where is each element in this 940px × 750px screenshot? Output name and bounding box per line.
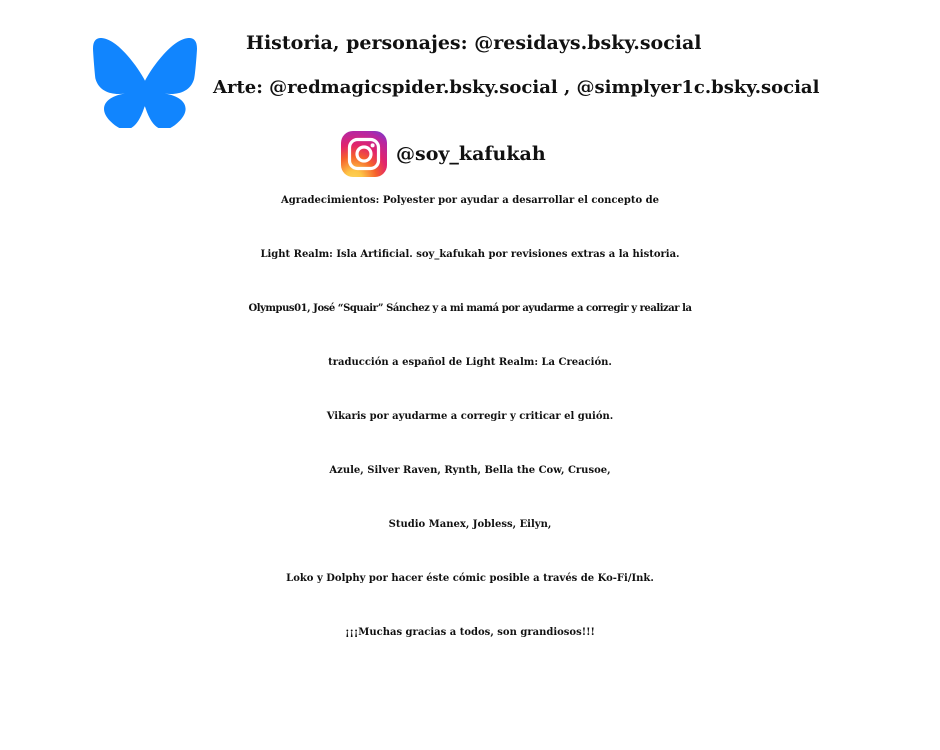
thanks-line: traducción a español de Light Realm: La Creación. (328, 357, 612, 368)
instagram-handle: @soy_kafukah (396, 143, 546, 165)
closing-line: ¡¡¡Muchas gracias a todos, son grandiosos!!! (345, 627, 595, 638)
instagram-icon (340, 130, 388, 178)
thanks-line: Olympus01, José “Squair” Sánchez y a mi mamá por ayudarme a corregir y realizar la (248, 303, 692, 314)
thanks-line: Vikaris por ayudarme a corregir y criticar el guión. (326, 411, 614, 422)
thanks-line: Agradecimientos: Polyester por ayudar a desarrollar el concepto de (281, 195, 659, 206)
thanks-line: Light Realm: Isla Artificial. soy_kafukah por revisiones extras a la historia. (260, 249, 680, 260)
bluesky-butterfly-icon (93, 38, 197, 128)
arte-credit: Arte: @redmagicspider.bsky.social , @simplyer1c.bsky.social (213, 77, 820, 98)
historia-credit: Historia, personajes: @residays.bsky.social (246, 32, 702, 54)
thanks-line: Loko y Dolphy por hacer éste cómic posible a través de Ko-Fi/Ink. (286, 573, 654, 584)
thanks-line: Studio Manex, Jobless, Eilyn, (388, 519, 552, 530)
instagram-credit (340, 130, 546, 178)
thanks-line: Azule, Silver Raven, Rynth, Bella the Cow, Crusoe, (329, 465, 611, 476)
